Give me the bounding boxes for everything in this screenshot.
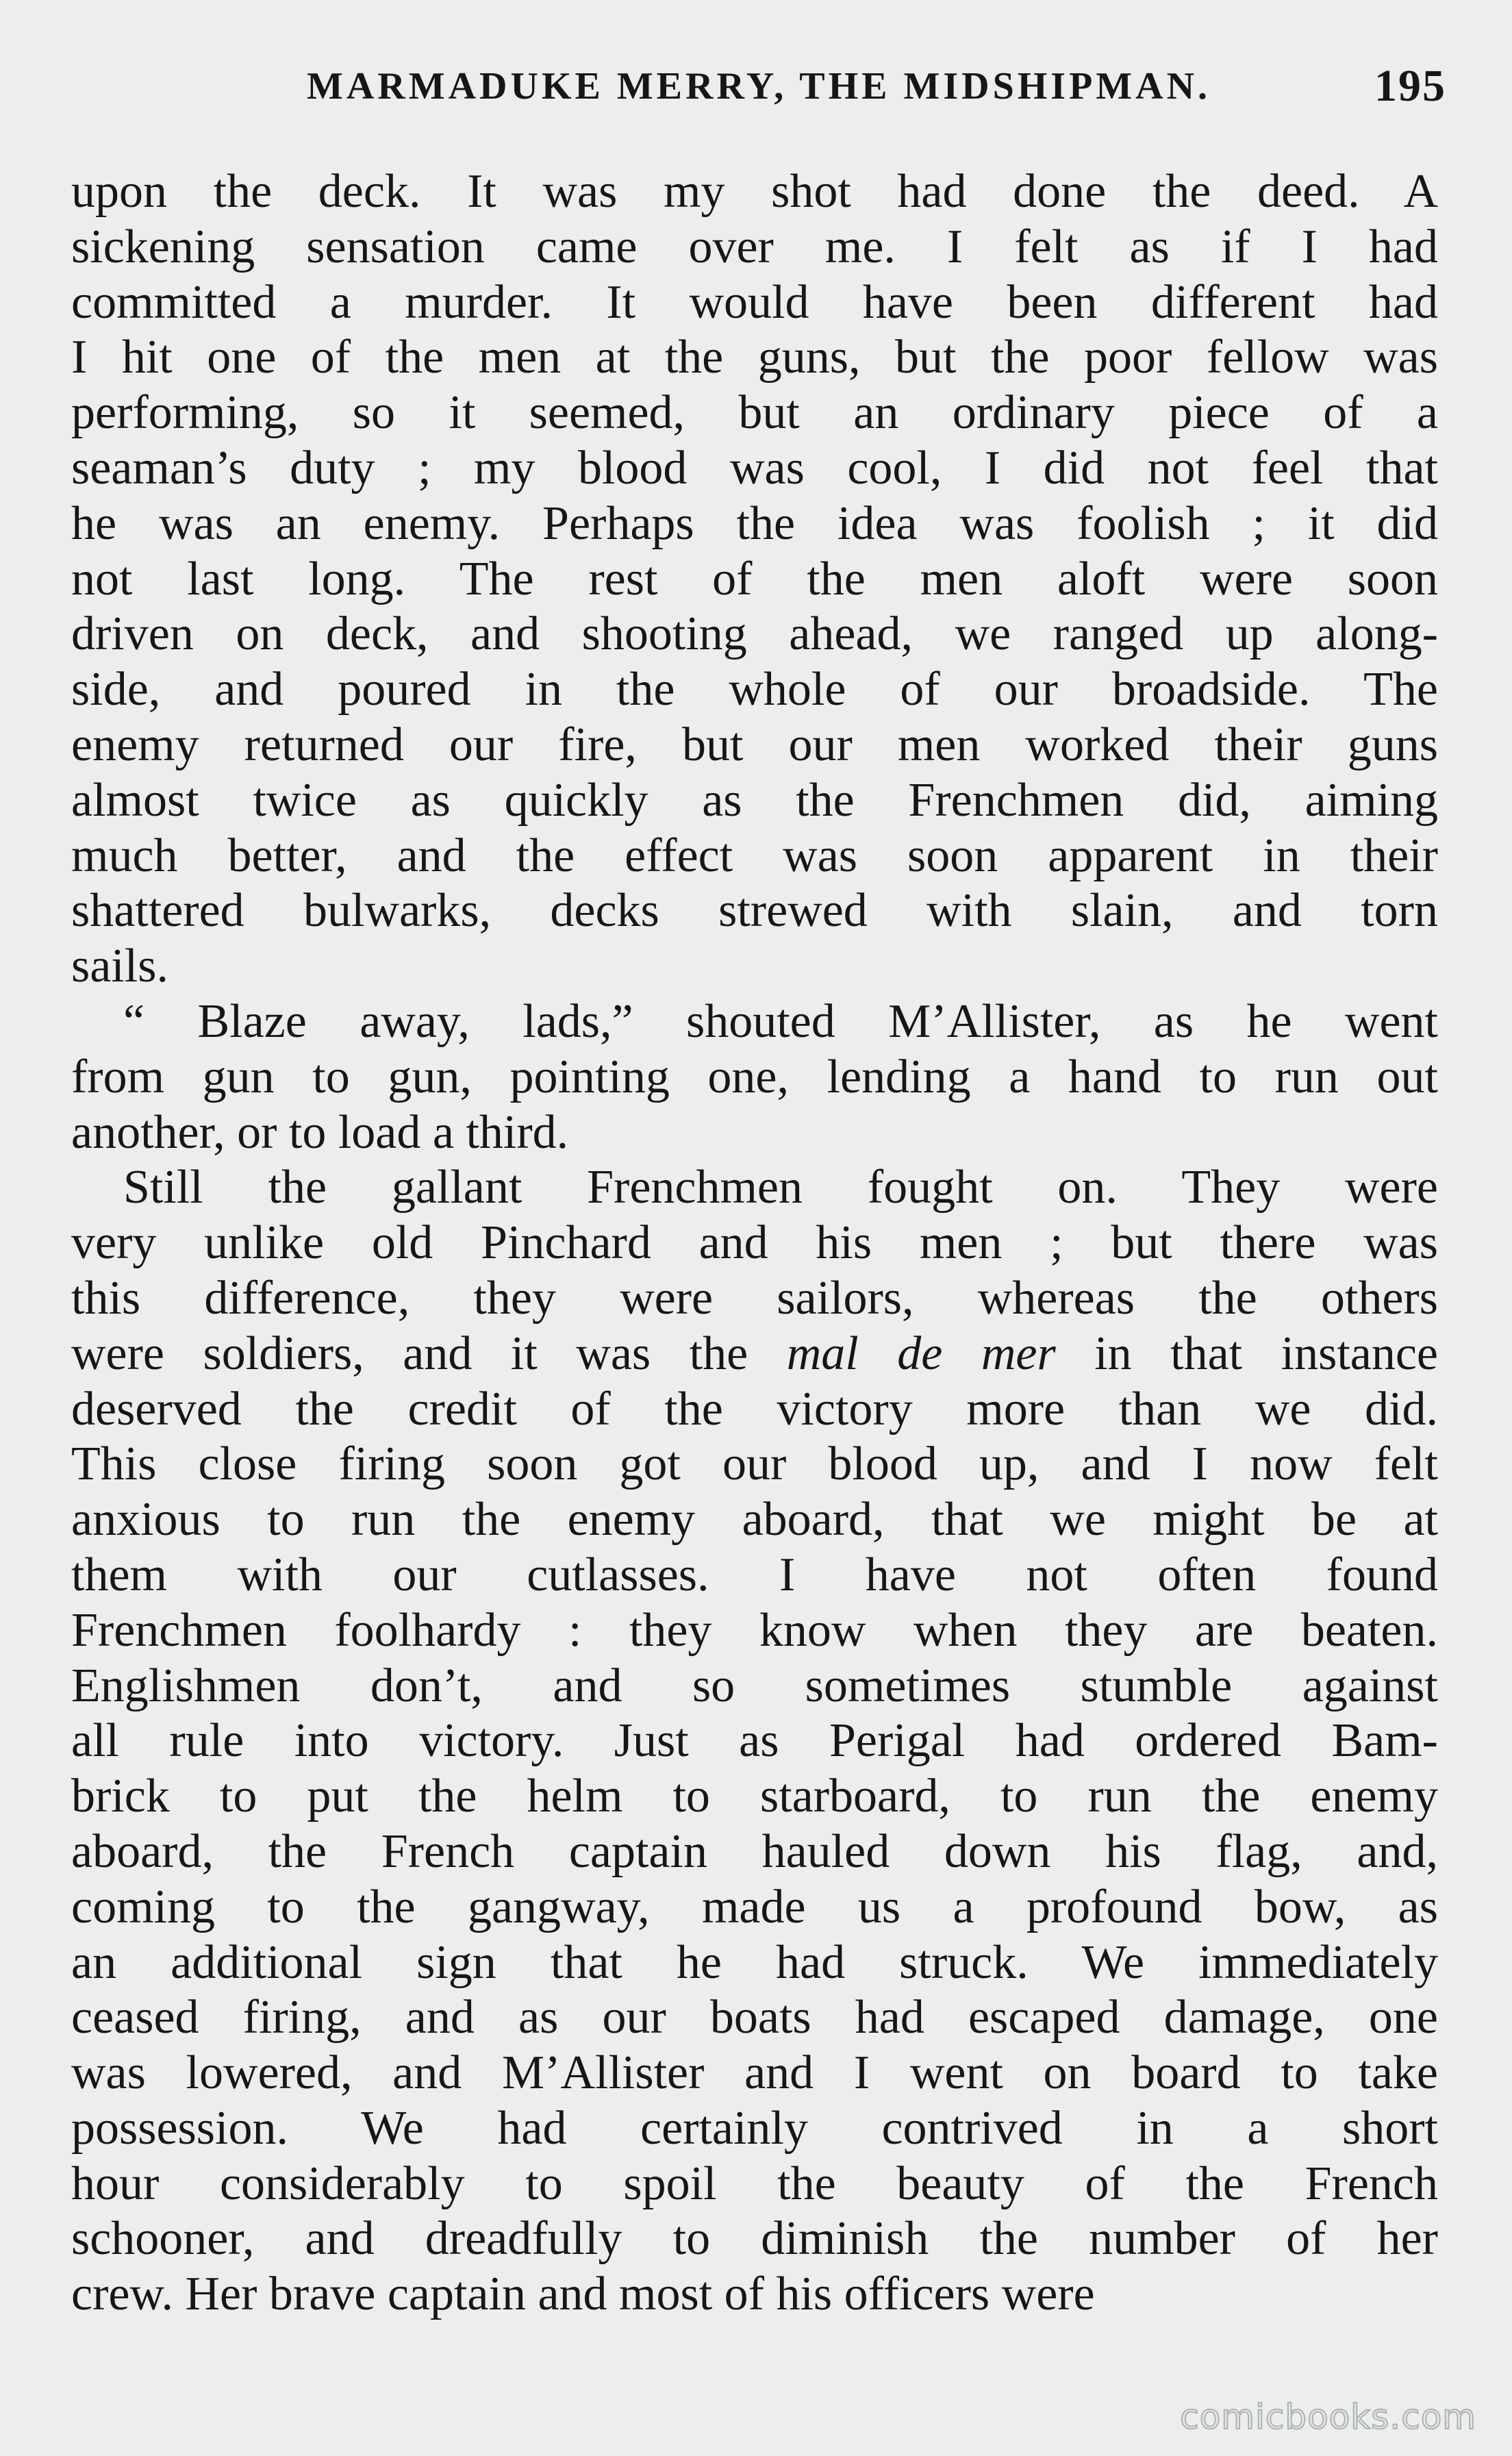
- paragraph: [71, 1160, 1438, 2322]
- page-number: 195: [1374, 61, 1446, 111]
- text-line: deserved the credit of the victory more than we did.: [71, 1382, 1438, 1436]
- text-line: brick to put the helm to starboard, to run the enemy: [71, 1770, 1438, 1823]
- paragraph: [71, 994, 1438, 1160]
- text-line: “ Blaze away, lads,” shouted M’Allister, as he went: [123, 994, 1438, 1048]
- text-line: aboard, the French captain hauled down his flag, and,: [71, 1825, 1438, 1878]
- text-line: seaman’s duty ; my blood was cool, I did not feel that: [71, 441, 1438, 494]
- text-line: anxious to run the enemy aboard, that we might be at: [71, 1493, 1438, 1546]
- text-line: performing, so it seemed, but an ordinary piece of a: [71, 386, 1438, 440]
- text-line: coming to the gangway, made us a profound bow, as: [71, 1880, 1438, 1933]
- text-line: hour considerably to spoil the beauty of the French: [71, 2157, 1438, 2210]
- text-line: enemy returned our fire, but our men worked their guns: [71, 718, 1438, 771]
- text-line: were soldiers, and it was the mal de mer in that instance: [71, 1327, 1438, 1380]
- body-text: [71, 164, 1438, 2322]
- paragraph: [71, 164, 1438, 994]
- text-line: sails.: [71, 940, 168, 993]
- text-line: was lowered, and M’Allister and I went on board to take: [71, 2046, 1438, 2100]
- text-line: Englishmen don’t, and so sometimes stumble against: [71, 1659, 1438, 1712]
- text-line: side, and poured in the whole of our broadside. The: [71, 663, 1438, 716]
- text-line: upon the deck. It was my shot had done the deed. A: [71, 165, 1438, 218]
- text-line: This close firing soon got our blood up, and I now felt: [71, 1438, 1438, 1491]
- running-head: [71, 60, 1446, 115]
- italic-phrase: mal de mer: [786, 1327, 1056, 1380]
- text-line: possession. We had certainly contrived in a short: [71, 2101, 1438, 2155]
- text-line: not last long. The rest of the men aloft were soon: [71, 552, 1438, 605]
- text-line: driven on deck, and shooting ahead, we ranged up along-: [71, 607, 1438, 661]
- running-title: MARMADUKE MERRY, THE MIDSHIPMAN.: [306, 65, 1211, 108]
- watermark: comicbooks.com: [1180, 2397, 1476, 2437]
- text-line: an additional sign that he had struck. We immediately: [71, 1935, 1438, 1989]
- text-line: another, or to load a third.: [71, 1105, 569, 1159]
- text-line: almost twice as quickly as the Frenchmen did, aiming: [71, 773, 1438, 827]
- text-line: Frenchmen foolhardy : they know when they are beaten.: [71, 1603, 1438, 1657]
- text-line: committed a murder. It would have been different had: [71, 275, 1438, 329]
- text-line: all rule into victory. Just as Perigal had ordered Bam-: [71, 1714, 1438, 1768]
- text-line: sickening sensation came over me. I felt as if I had: [71, 220, 1438, 273]
- text-line: from gun to gun, pointing one, lending a hand to run out: [71, 1050, 1438, 1103]
- text-line: Still the gallant Frenchmen fought on. They were: [123, 1161, 1438, 1214]
- text-line: schooner, and dreadfully to diminish the number of her: [71, 2212, 1438, 2266]
- text-line: crew. Her brave captain and most of his officers were: [71, 2268, 1095, 2321]
- text-line: them with our cutlasses. I have not often found: [71, 1548, 1438, 1601]
- text-line: ceased firing, and as our boats had escaped damage, one: [71, 1991, 1438, 2044]
- text-line: I hit one of the men at the guns, but the poor fellow was: [71, 331, 1438, 384]
- text-line: this difference, they were sailors, whereas the others: [71, 1271, 1438, 1325]
- text-line: shattered bulwarks, decks strewed with slain, and torn: [71, 884, 1438, 938]
- text-line: much better, and the effect was soon apparent in their: [71, 829, 1438, 882]
- text-line: he was an enemy. Perhaps the idea was foolish ; it did: [71, 497, 1438, 550]
- text-line: very unlike old Pinchard and his men ; but there was: [71, 1216, 1438, 1270]
